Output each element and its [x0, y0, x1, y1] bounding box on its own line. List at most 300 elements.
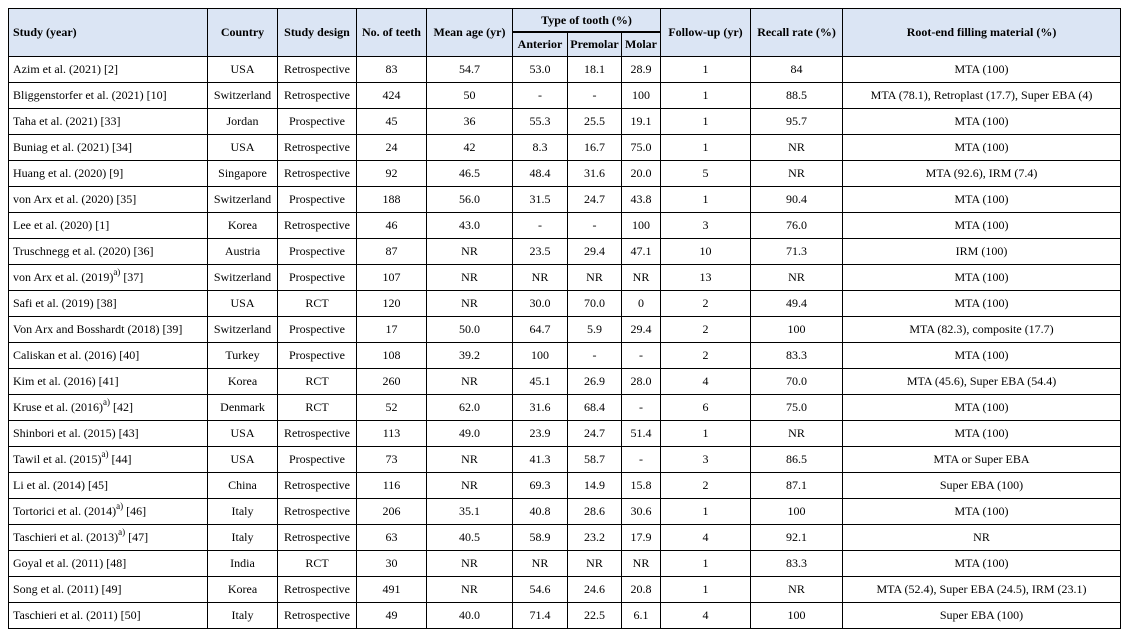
cell-premolar: 22.5	[568, 603, 622, 629]
table-row	[9, 525, 1121, 551]
cell-study	[9, 239, 208, 265]
cell-material: IRM (100)	[843, 239, 1121, 265]
cell-teeth: 120	[357, 291, 427, 317]
header-followup: Follow-up (yr)	[661, 9, 751, 57]
cell-material: MTA (100)	[843, 395, 1121, 421]
study-name: Lee et al. (2020) [1]	[13, 218, 110, 232]
cell-anterior: 8.3	[513, 135, 568, 161]
cell-material: MTA (100)	[843, 343, 1121, 369]
cell-teeth: 424	[357, 83, 427, 109]
cell-anterior: 40.8	[513, 499, 568, 525]
table-row	[9, 83, 1121, 109]
footnote-marker: a)	[113, 267, 121, 277]
cell-country: Korea	[208, 577, 278, 603]
cell-design: Prospective	[278, 265, 357, 291]
cell-recall: 95.7	[751, 109, 843, 135]
cell-recall: 83.3	[751, 551, 843, 577]
cell-study	[9, 343, 208, 369]
cell-followup: 10	[661, 239, 751, 265]
cell-design: Retrospective	[278, 83, 357, 109]
cell-molar: -	[622, 343, 661, 369]
cell-recall: 84	[751, 57, 843, 83]
cell-followup: 1	[661, 135, 751, 161]
cell-anterior: NR	[513, 265, 568, 291]
cell-molar: 20.0	[622, 161, 661, 187]
cell-followup: 1	[661, 577, 751, 603]
cell-followup: 4	[661, 369, 751, 395]
cell-material: MTA (100)	[843, 213, 1121, 239]
cell-recall: 87.1	[751, 473, 843, 499]
cell-design: Retrospective	[278, 499, 357, 525]
cell-study	[9, 395, 208, 421]
header-teeth: No. of teeth	[357, 9, 427, 57]
cell-country: Denmark	[208, 395, 278, 421]
cell-teeth: 73	[357, 447, 427, 473]
cell-premolar: 26.9	[568, 369, 622, 395]
cell-study	[9, 57, 208, 83]
reference-number: [44]	[108, 452, 132, 466]
cell-design: RCT	[278, 551, 357, 577]
header-study: Study (year)	[9, 9, 208, 57]
cell-design: Retrospective	[278, 161, 357, 187]
cell-premolar: -	[568, 213, 622, 239]
cell-premolar: 68.4	[568, 395, 622, 421]
cell-molar: 100	[622, 83, 661, 109]
cell-teeth: 63	[357, 525, 427, 551]
cell-material: MTA (100)	[843, 499, 1121, 525]
cell-anterior: 69.3	[513, 473, 568, 499]
cell-molar: 28.0	[622, 369, 661, 395]
table-row	[9, 447, 1121, 473]
table-row	[9, 109, 1121, 135]
study-name: Shinbori et al. (2015) [43]	[13, 426, 139, 440]
study-name: Von Arx and Bosshardt (2018) [39]	[13, 322, 183, 336]
cell-recall: 86.5	[751, 447, 843, 473]
cell-study	[9, 369, 208, 395]
cell-premolar: 28.6	[568, 499, 622, 525]
cell-country: Switzerland	[208, 187, 278, 213]
cell-teeth: 92	[357, 161, 427, 187]
cell-age: 40.5	[427, 525, 513, 551]
cell-followup: 5	[661, 161, 751, 187]
cell-material: MTA (100)	[843, 421, 1121, 447]
cell-design: Retrospective	[278, 57, 357, 83]
header-anterior: Anterior	[513, 32, 568, 57]
reference-number: [37]	[120, 270, 144, 284]
study-name: Safi et al. (2019) [38]	[13, 296, 117, 310]
header-age: Mean age (yr)	[427, 9, 513, 57]
study-name: Kruse et al. (2016)	[13, 400, 103, 414]
cell-premolar: 29.4	[568, 239, 622, 265]
cell-anterior: 53.0	[513, 57, 568, 83]
cell-material: MTA (100)	[843, 551, 1121, 577]
cell-age: 42	[427, 135, 513, 161]
cell-recall: NR	[751, 161, 843, 187]
cell-molar: 47.1	[622, 239, 661, 265]
study-name: Azim et al. (2021) [2]	[13, 62, 118, 76]
cell-design: Retrospective	[278, 421, 357, 447]
cell-teeth: 260	[357, 369, 427, 395]
cell-anterior: 71.4	[513, 603, 568, 629]
cell-followup: 1	[661, 187, 751, 213]
cell-age: 50.0	[427, 317, 513, 343]
cell-age: NR	[427, 369, 513, 395]
cell-material: MTA (100)	[843, 187, 1121, 213]
reference-number: [42]	[109, 400, 133, 414]
cell-anterior: 41.3	[513, 447, 568, 473]
cell-followup: 2	[661, 473, 751, 499]
cell-molar: 75.0	[622, 135, 661, 161]
cell-material: MTA or Super EBA	[843, 447, 1121, 473]
cell-country: Jordan	[208, 109, 278, 135]
cell-design: Prospective	[278, 239, 357, 265]
cell-followup: 2	[661, 291, 751, 317]
cell-age: 43.0	[427, 213, 513, 239]
cell-material: MTA (52.4), Super EBA (24.5), IRM (23.1)	[843, 577, 1121, 603]
study-name: Caliskan et al. (2016) [40]	[13, 348, 140, 362]
cell-country: Switzerland	[208, 265, 278, 291]
cell-recall: 100	[751, 603, 843, 629]
cell-anterior: 31.6	[513, 395, 568, 421]
cell-teeth: 87	[357, 239, 427, 265]
cell-design: Retrospective	[278, 603, 357, 629]
cell-material: MTA (100)	[843, 291, 1121, 317]
cell-teeth: 45	[357, 109, 427, 135]
table-row	[9, 161, 1121, 187]
cell-recall: 90.4	[751, 187, 843, 213]
cell-teeth: 491	[357, 577, 427, 603]
cell-age: NR	[427, 551, 513, 577]
cell-age: 50	[427, 83, 513, 109]
cell-country: India	[208, 551, 278, 577]
cell-recall: NR	[751, 577, 843, 603]
cell-study	[9, 525, 208, 551]
cell-anterior: 58.9	[513, 525, 568, 551]
header-material: Root-end filling material (%)	[843, 9, 1121, 57]
cell-country: Italy	[208, 499, 278, 525]
cell-design: Retrospective	[278, 525, 357, 551]
cell-age: 39.2	[427, 343, 513, 369]
cell-design: Retrospective	[278, 135, 357, 161]
cell-country: Singapore	[208, 161, 278, 187]
cell-material: MTA (100)	[843, 109, 1121, 135]
cell-recall: NR	[751, 265, 843, 291]
header-premolar: Premolar	[568, 32, 622, 57]
cell-study	[9, 83, 208, 109]
cell-teeth: 17	[357, 317, 427, 343]
footnote-marker: a)	[116, 501, 124, 511]
header-recall: Recall rate (%)	[751, 9, 843, 57]
reference-number: [46]	[123, 504, 147, 518]
cell-teeth: 188	[357, 187, 427, 213]
cell-study	[9, 447, 208, 473]
cell-teeth: 83	[357, 57, 427, 83]
cell-followup: 13	[661, 265, 751, 291]
table-row	[9, 239, 1121, 265]
study-name: Bliggenstorfer et al. (2021) [10]	[13, 88, 167, 102]
study-name: von Arx et al. (2019)	[13, 270, 114, 284]
study-name: Kim et al. (2016) [41]	[13, 374, 119, 388]
cell-premolar: 24.7	[568, 187, 622, 213]
cell-teeth: 24	[357, 135, 427, 161]
cell-premolar: 58.7	[568, 447, 622, 473]
cell-premolar: 24.7	[568, 421, 622, 447]
cell-country: USA	[208, 57, 278, 83]
cell-teeth: 52	[357, 395, 427, 421]
cell-molar: -	[622, 447, 661, 473]
cell-anterior: -	[513, 213, 568, 239]
cell-anterior: 23.9	[513, 421, 568, 447]
cell-recall: NR	[751, 135, 843, 161]
cell-country: USA	[208, 447, 278, 473]
cell-design: RCT	[278, 369, 357, 395]
cell-anterior: 54.6	[513, 577, 568, 603]
table-row	[9, 343, 1121, 369]
cell-premolar: -	[568, 343, 622, 369]
cell-teeth: 30	[357, 551, 427, 577]
cell-study	[9, 473, 208, 499]
cell-design: Retrospective	[278, 577, 357, 603]
cell-country: USA	[208, 135, 278, 161]
cell-design: Prospective	[278, 109, 357, 135]
cell-molar: 28.9	[622, 57, 661, 83]
cell-molar: 20.8	[622, 577, 661, 603]
cell-recall: 88.5	[751, 83, 843, 109]
cell-premolar: NR	[568, 265, 622, 291]
cell-anterior: 100	[513, 343, 568, 369]
cell-recall: 100	[751, 499, 843, 525]
table-row	[9, 317, 1121, 343]
cell-age: 36	[427, 109, 513, 135]
cell-premolar: 14.9	[568, 473, 622, 499]
cell-design: Retrospective	[278, 213, 357, 239]
cell-recall: 75.0	[751, 395, 843, 421]
cell-recall: 100	[751, 317, 843, 343]
cell-age: NR	[427, 447, 513, 473]
cell-material: MTA (78.1), Retroplast (17.7), Super EBA (4)	[843, 83, 1121, 109]
cell-material: MTA (92.6), IRM (7.4)	[843, 161, 1121, 187]
cell-molar: 17.9	[622, 525, 661, 551]
table-row	[9, 395, 1121, 421]
table-row	[9, 473, 1121, 499]
cell-recall: NR	[751, 421, 843, 447]
header-tooth-type: Type of tooth (%)	[513, 9, 661, 33]
cell-premolar: 18.1	[568, 57, 622, 83]
cell-age: 40.0	[427, 603, 513, 629]
cell-age: NR	[427, 291, 513, 317]
cell-teeth: 206	[357, 499, 427, 525]
cell-country: USA	[208, 421, 278, 447]
table-row	[9, 499, 1121, 525]
study-name: Taschieri et al. (2013)	[13, 530, 119, 544]
table-row	[9, 421, 1121, 447]
cell-material: MTA (45.6), Super EBA (54.4)	[843, 369, 1121, 395]
cell-design: RCT	[278, 291, 357, 317]
cell-anterior: 23.5	[513, 239, 568, 265]
cell-followup: 1	[661, 109, 751, 135]
cell-teeth: 46	[357, 213, 427, 239]
cell-age: NR	[427, 473, 513, 499]
cell-followup: 3	[661, 447, 751, 473]
cell-design: Prospective	[278, 187, 357, 213]
cell-molar: 30.6	[622, 499, 661, 525]
cell-followup: 4	[661, 525, 751, 551]
cell-age: NR	[427, 265, 513, 291]
cell-teeth: 107	[357, 265, 427, 291]
cell-age: 54.7	[427, 57, 513, 83]
cell-material: NR	[843, 525, 1121, 551]
cell-country: Turkey	[208, 343, 278, 369]
cell-material: MTA (100)	[843, 135, 1121, 161]
table-row	[9, 213, 1121, 239]
cell-followup: 1	[661, 551, 751, 577]
cell-anterior: 31.5	[513, 187, 568, 213]
cell-molar: 51.4	[622, 421, 661, 447]
cell-study	[9, 577, 208, 603]
table-row	[9, 369, 1121, 395]
table-row	[9, 603, 1121, 629]
cell-recall: 70.0	[751, 369, 843, 395]
cell-study	[9, 135, 208, 161]
cell-country: Korea	[208, 369, 278, 395]
cell-followup: 2	[661, 343, 751, 369]
cell-age: 35.1	[427, 499, 513, 525]
cell-design: RCT	[278, 395, 357, 421]
cell-premolar: 24.6	[568, 577, 622, 603]
cell-molar: 43.8	[622, 187, 661, 213]
cell-recall: 71.3	[751, 239, 843, 265]
cell-anterior: 64.7	[513, 317, 568, 343]
footnote-marker: a)	[101, 449, 109, 459]
study-name: Goyal et al. (2011) [48]	[13, 556, 127, 570]
cell-molar: NR	[622, 551, 661, 577]
cell-material: MTA (100)	[843, 57, 1121, 83]
cell-country: Italy	[208, 603, 278, 629]
cell-teeth: 49	[357, 603, 427, 629]
cell-age: 56.0	[427, 187, 513, 213]
header-molar: Molar	[622, 32, 661, 57]
study-name: Truschnegg et al. (2020) [36]	[13, 244, 154, 258]
study-name: Tawil et al. (2015)	[13, 452, 102, 466]
cell-followup: 6	[661, 395, 751, 421]
cell-followup: 1	[661, 57, 751, 83]
study-name: Li et al. (2014) [45]	[13, 478, 108, 492]
study-name: von Arx et al. (2020) [35]	[13, 192, 137, 206]
cell-molar: -	[622, 395, 661, 421]
cell-country: Italy	[208, 525, 278, 551]
cell-molar: 15.8	[622, 473, 661, 499]
cell-material: MTA (82.3), composite (17.7)	[843, 317, 1121, 343]
cell-premolar: -	[568, 83, 622, 109]
cell-molar: 19.1	[622, 109, 661, 135]
cell-material: Super EBA (100)	[843, 473, 1121, 499]
cell-age: NR	[427, 577, 513, 603]
study-name: Huang et al. (2020) [9]	[13, 166, 124, 180]
study-name: Taschieri et al. (2011) [50]	[13, 608, 141, 622]
cell-molar: 6.1	[622, 603, 661, 629]
cell-followup: 1	[661, 421, 751, 447]
cell-design: Prospective	[278, 343, 357, 369]
study-name: Tortorici et al. (2014)	[13, 504, 117, 518]
cell-premolar: NR	[568, 551, 622, 577]
cell-country: Switzerland	[208, 317, 278, 343]
cell-study	[9, 551, 208, 577]
cell-age: 49.0	[427, 421, 513, 447]
cell-molar: 29.4	[622, 317, 661, 343]
cell-anterior: 55.3	[513, 109, 568, 135]
cell-teeth: 108	[357, 343, 427, 369]
cell-molar: NR	[622, 265, 661, 291]
study-name: Taha et al. (2021) [33]	[13, 114, 121, 128]
cell-recall: 76.0	[751, 213, 843, 239]
cell-study	[9, 499, 208, 525]
cell-recall: 83.3	[751, 343, 843, 369]
cell-followup: 1	[661, 499, 751, 525]
cell-material: MTA (100)	[843, 265, 1121, 291]
cell-followup: 1	[661, 83, 751, 109]
header-country: Country	[208, 9, 278, 57]
cell-anterior: 30.0	[513, 291, 568, 317]
cell-recall: 49.4	[751, 291, 843, 317]
cell-age: NR	[427, 239, 513, 265]
header-design: Study design	[278, 9, 357, 57]
cell-material: Super EBA (100)	[843, 603, 1121, 629]
cell-design: Prospective	[278, 447, 357, 473]
footnote-marker: a)	[118, 527, 126, 537]
cell-teeth: 113	[357, 421, 427, 447]
cell-premolar: 70.0	[568, 291, 622, 317]
cell-country: Korea	[208, 213, 278, 239]
cell-country: USA	[208, 291, 278, 317]
cell-study	[9, 317, 208, 343]
cell-followup: 4	[661, 603, 751, 629]
cell-study	[9, 291, 208, 317]
cell-premolar: 25.5	[568, 109, 622, 135]
cell-study	[9, 213, 208, 239]
cell-anterior: 45.1	[513, 369, 568, 395]
cell-followup: 2	[661, 317, 751, 343]
cell-molar: 0	[622, 291, 661, 317]
cell-followup: 3	[661, 213, 751, 239]
table-row	[9, 57, 1121, 83]
cell-design: Prospective	[278, 317, 357, 343]
table-body	[9, 57, 1121, 629]
cell-premolar: 23.2	[568, 525, 622, 551]
cell-anterior: 48.4	[513, 161, 568, 187]
cell-country: Switzerland	[208, 83, 278, 109]
cell-anterior: NR	[513, 551, 568, 577]
study-name: Buniag et al. (2021) [34]	[13, 140, 132, 154]
cell-premolar: 16.7	[568, 135, 622, 161]
cell-country: Austria	[208, 239, 278, 265]
cell-study	[9, 421, 208, 447]
cell-premolar: 31.6	[568, 161, 622, 187]
cell-recall: 92.1	[751, 525, 843, 551]
cell-teeth: 116	[357, 473, 427, 499]
cell-age: 62.0	[427, 395, 513, 421]
cell-country: China	[208, 473, 278, 499]
table-row	[9, 577, 1121, 603]
table-row	[9, 187, 1121, 213]
cell-molar: 100	[622, 213, 661, 239]
cell-study	[9, 161, 208, 187]
cell-age: 46.5	[427, 161, 513, 187]
studies-table	[8, 8, 1121, 629]
cell-design: Retrospective	[278, 473, 357, 499]
footnote-marker: a)	[102, 397, 110, 407]
table-row	[9, 291, 1121, 317]
study-name: Song et al. (2011) [49]	[13, 582, 122, 596]
